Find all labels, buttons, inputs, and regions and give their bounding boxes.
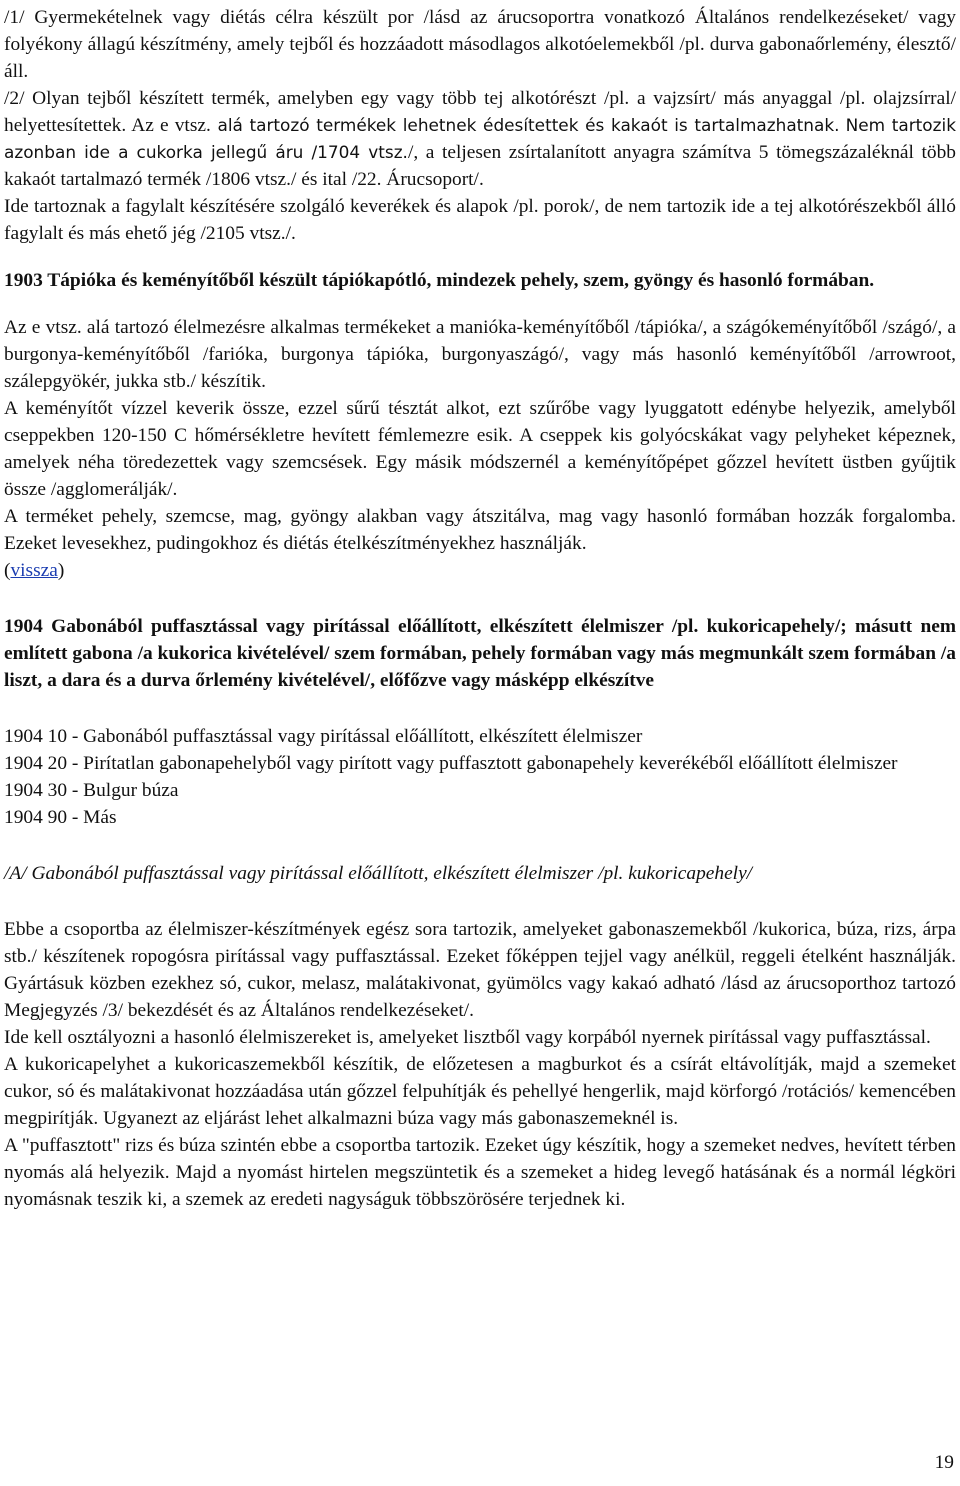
paragraph-note-2: /2/ Olyan tejből készített termék, amelyben egy vagy több tej alkotórészt /pl. a vajzsírt/ más anyaggal /pl. olajzsírral/ helyettesítettek. Az e vtsz. alá tartozó termékek lehetnek édesítettek és kakaót is tartalmazhatnak. Nem tartozik azonban ide a cukorka jellegű áru /1704 vtsz./, a teljesen zsírtalanított anyagra számítva 5 tömegszázaléknál több kakaót tartalmazó termék /1806 vtsz./ és ital /22. Árucsoport/. [4,88,956,190]
code-list-item: 1904 30 - Bulgur búza [4,780,179,801]
heading-1904: 1904 Gabonából puffasztással vagy pirítással előállított, elkészített élelmiszer /pl. kukoricapehely/; másutt nem említett gabona /a kukorica kivételével/ szem formában, pehely formában vagy más megmunkált szem formában /a liszt, a dara és a durva őrlemény kivételével/, előfőzve vagy másképp elkészítve [4,616,956,691]
subheading-1904-a: /A/ Gabonából puffasztással vagy pirítással előállított, elkészített élelmiszer /pl. kukoricapehely/ [4,863,753,884]
paragraph-1903-intro: Az e vtsz. alá tartozó élelmezésre alkalmas termékeket a manióka-keményítőből /tápióka/, a szágókeményítőből /szágó/, a burgonya-keményítőből /farióka, burgonya tápióka, burgonyaszágó/, vagy más hasonló keményítőből /arrowroot, szálepgyökér, jukka stb./ készítik. [4,317,956,392]
code-list-item: 1904 90 - Más [4,807,117,828]
document-page [4,4,956,1213]
paragraph-1903-process: A keményítőt vízzel keverik össze, ezzel sűrű tésztát alkot, ezt szűrőbe vagy lyuggatott edénybe helyezik, amelyből cseppekben 120-150 C hőmérsékletre hevített fémlemezre esik. A cseppek kis golyócskákat vagy pelyheket képeznek, amelyek néha töredezettek vagy szemcsések. Egy másik módszernél a keményítőpépet gőzzel hevített üstben gyűjtik össze /agglomerálják/. [4,398,956,500]
page-number: 19 [934,1452,954,1473]
heading-1903: 1903 Tápióka és keményítőből készült tápiókapótló, mindezek pehely, szem, gyöngy és hasonló formában. [4,270,875,291]
paragraph-1904-puffed: A "puffasztott" rizs és búza szintén ebbe a csoportba tartozik. Ezeket úgy készítik, hogy a szemeket nedves, hevített térben nyomás alá helyezik. Majd a nyomást hirtelen megszüntetik és a szemeket a hideg levegő hatásának és a normál légköri nyomásnak teszik ki, a szemek az eredeti nagyságuk többszörösére terjednek ki. [4,1135,956,1210]
code-list-item: 1904 20 - Pirítatlan gabonapehelyből vagy pirított vagy puffasztott gabonapehely keverékéből előállított élelmiszer [4,753,898,774]
back-link[interactable]: vissza [10,560,58,581]
paragraph-1903-forms: A terméket pehely, szemcse, mag, gyöngy alakban vagy átszitálva, mag vagy hasonló formában hozzák forgalomba. Ezeket levesekhez, pudingokhoz és diétás ételkészítményekhez használják. (vissza) [4,506,956,581]
paragraph-1904-flour: Ide kell osztályozni a hasonló élelmiszereket is, amelyeket lisztből vagy korpából nyernek pirítással vagy puffasztással. [4,1027,931,1048]
subheading-code-list [4,723,956,831]
paragraph-1904-scope: Ebbe a csoportba az élelmiszer-készítmények egész sora tartozik, amelyeket gabonaszemekből /kukorica, búza, rizs, árpa stb./ készítenek ropogósra pirítással vagy puffasztással. Ezeket főképpen tejjel vagy anélkül, reggeli ételként használják. Gyártásuk közben ezekhez só, cukor, melasz, malátakivonat, gyümölcs vagy kakaó adható /lásd az árucsoporthoz tartozó Megjegyzés /3/ bekezdését és az Általános rendelkezéseket/. [4,919,956,1021]
paragraph-note-1: /1/ Gyermekételnek vagy diétás célra készült por /lásd az árucsoportra vonatkozó Általános rendelkezéseket/ vagy folyékony állagú készítmény, amely tejből és hozzáadott másodlagos alkotóelemekből /pl. durva gabonaőrlemény, élesztő/ áll. [4,7,956,82]
paragraph-ice-cream-mixes: Ide tartoznak a fagylalt készítésére szolgáló keverékek és alapok /pl. porok/, de nem tartozik ide a tej alkotórészekből álló fagylalt és más ehető jég /2105 vtsz./. [4,196,956,244]
paragraph-1904-cornflakes: A kukoricapelyhet a kukoricaszemekből készítik, de előzetesen a magburkot és a csírát eltávolítják, majd a szemeket cukor, só és malátakivonat hozzáadása után gőzzel felpuhítják és pehellyé hengerlik, majd körforgó /rotációs/ kemencében megpirítják. Ugyanezt az eljárást lehet alkalmazni búza vagy más gabonaszemeknél is. [4,1054,956,1129]
code-list-item: 1904 10 - Gabonából puffasztással vagy pirítással előállított, elkészített élelmiszer [4,726,643,747]
